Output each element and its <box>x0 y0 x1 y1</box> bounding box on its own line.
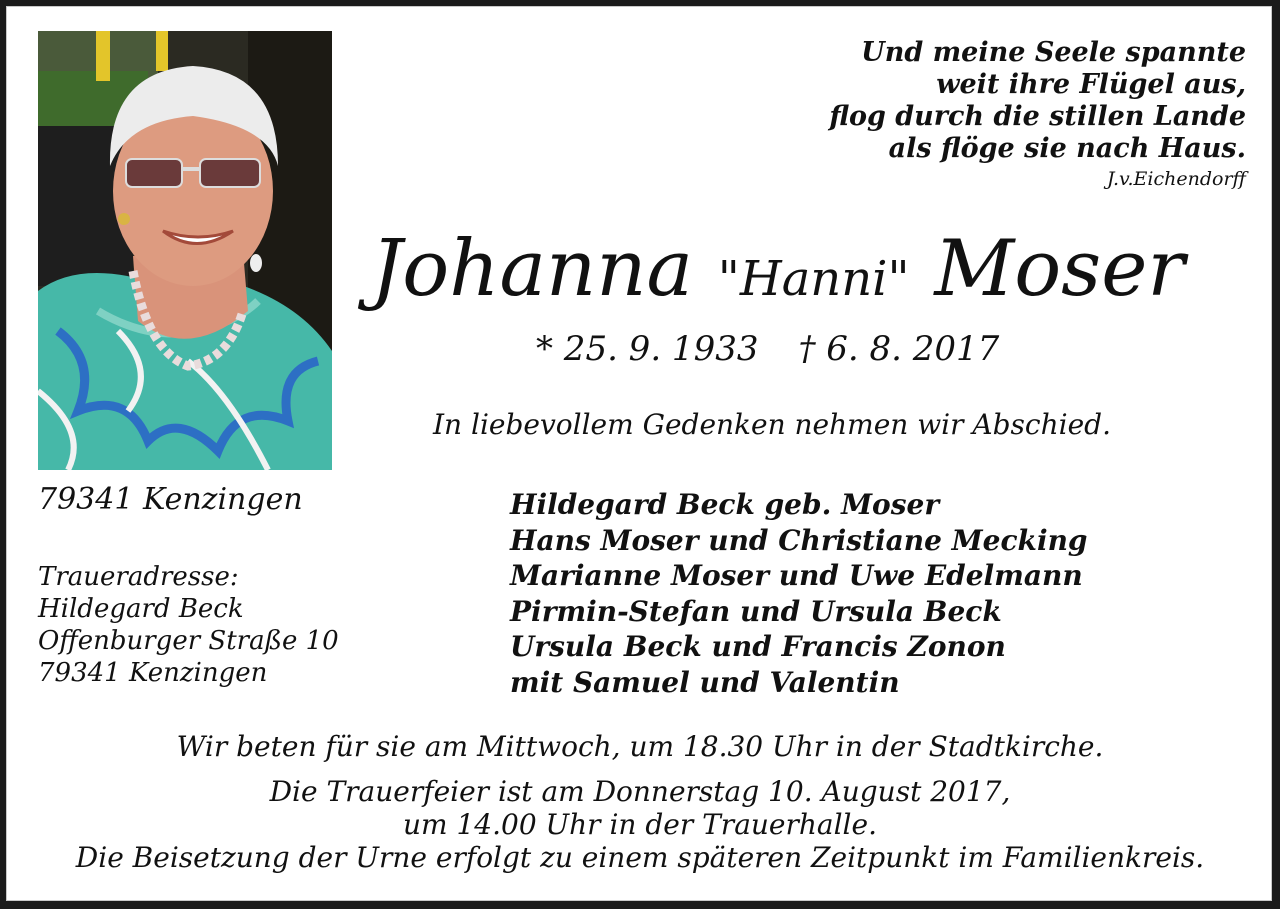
poem <box>829 37 1246 191</box>
portrait-illustration <box>38 31 332 470</box>
address-label: Traueradresse: <box>38 562 239 592</box>
poem-author: J.v.Eichendorff <box>1106 168 1246 190</box>
mourner: Marianne Moser und Uwe Edelmann <box>510 559 1083 592</box>
mourner: Hans Moser und Christiane Mecking <box>510 523 1088 557</box>
poem-line: als flöge sie nach Haus. <box>888 133 1246 164</box>
poem-line: weit ihre Flügel aus, <box>936 69 1246 100</box>
poem-line: flog durch die stillen Lande <box>829 101 1246 132</box>
first-name: Johanna <box>371 224 693 314</box>
mourner: Hildegard Beck geb. Moser <box>510 488 940 521</box>
mourner: Pirmin-Stefan und Ursula Beck <box>510 594 1002 628</box>
farewell-text: In liebevollem Gedenken nehmen wir Abschied. <box>433 408 1111 441</box>
life-dates <box>536 327 999 371</box>
nickname: "Hanni" <box>717 251 910 307</box>
mourner: mit Samuel und Valentin <box>510 665 900 699</box>
mourner: Ursula Beck und Francis Zonon <box>510 630 1006 663</box>
funeral-line: Die Beisetzung der Urne erfolgt zu einem späteren Zeitpunkt im Familienkreis. <box>75 841 1205 874</box>
prayer-service: Wir beten für sie am Mittwoch, um 18.30 Uhr in der Stadtkirche. <box>176 730 1104 763</box>
address-line: 79341 Kenzingen <box>38 658 268 688</box>
last-name: Moser <box>934 224 1185 314</box>
mourning-address <box>38 561 339 689</box>
funeral-info <box>7 775 1273 874</box>
funeral-line: um 14.00 Uhr in der Trauerhalle. <box>403 808 877 841</box>
mourners-list <box>510 487 1088 700</box>
birth-date: * 25. 9. 1933 <box>536 329 759 369</box>
address-line: Hildegard Beck <box>38 594 244 624</box>
deceased-name <box>371 219 1185 329</box>
funeral-line: Die Trauerfeier ist am Donnerstag 10. August 2017, <box>269 775 1011 808</box>
portrait-photo <box>38 31 332 470</box>
death-date: † 6. 8. 2017 <box>798 329 1000 369</box>
poem-line: Und meine Seele spannte <box>861 37 1246 68</box>
obituary-card <box>6 6 1272 901</box>
residence-city: 79341 Kenzingen <box>38 482 303 517</box>
address-line: Offenburger Straße 10 <box>38 626 339 656</box>
